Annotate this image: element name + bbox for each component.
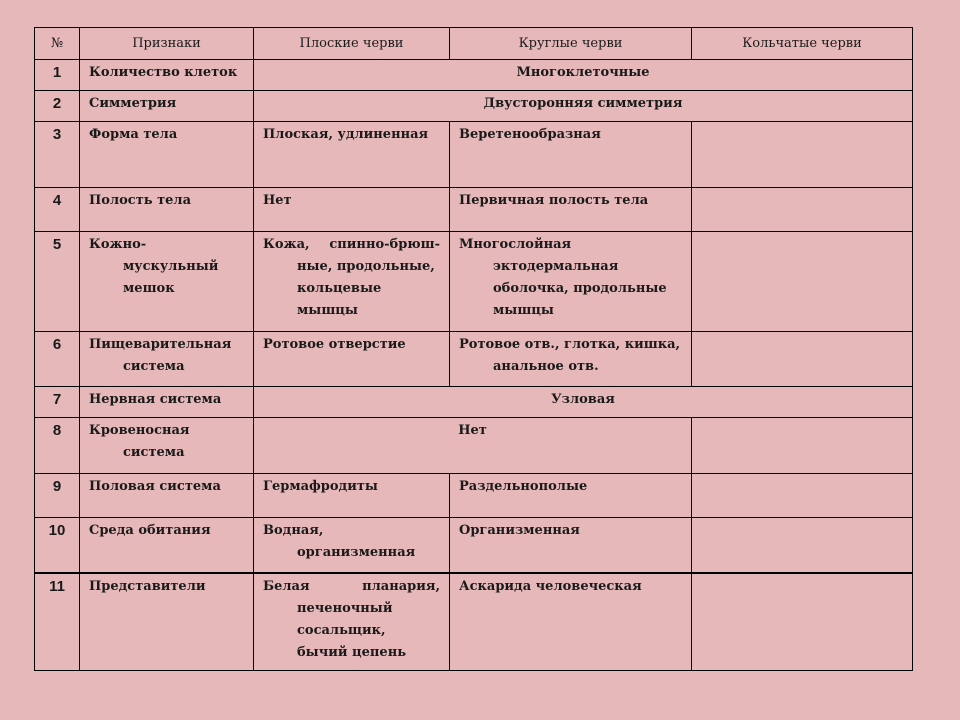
cell-line: Водная, (263, 523, 324, 538)
header-num: № (35, 28, 80, 60)
round-worms-cell: Первичная полость тела (450, 188, 692, 232)
table-row (35, 122, 913, 188)
flat-worms-cell (254, 232, 450, 332)
ringed-worms-cell (692, 332, 913, 387)
row-number: 8 (35, 418, 80, 474)
flat-worms-cell (254, 518, 450, 573)
merged-value-cell: Нет (254, 418, 692, 474)
ringed-worms-cell (692, 232, 913, 332)
cell-line: Многослойная (459, 237, 572, 252)
cell-line: Белая планария, (263, 578, 440, 594)
flat-worms-cell: Ротовое отверстие (254, 332, 450, 387)
feature-cell: Нервная система (80, 387, 254, 418)
feature-line: мускульный (123, 259, 219, 274)
merged-value-cell: Многоклеточные (254, 60, 913, 91)
cell-line: организменная (297, 545, 416, 560)
round-worms-cell: Организменная (450, 518, 692, 573)
feature-cell: Полость тела (80, 188, 254, 232)
flat-worms-cell (254, 573, 450, 671)
row-number: 2 (35, 91, 80, 122)
row-number: 9 (35, 474, 80, 518)
feature-line: мешок (123, 281, 175, 296)
cell-line: мышцы (493, 303, 554, 318)
round-worms-cell: Веретенообразная (450, 122, 692, 188)
table-row (35, 60, 913, 91)
header-ringed-worms: Кольчатые черви (692, 28, 913, 60)
feature-line: система (123, 359, 185, 374)
flat-worms-cell: Гермафродиты (254, 474, 450, 518)
cell-line: анальное отв. (493, 359, 599, 374)
table-header-row (35, 28, 913, 60)
row-number: 5 (35, 232, 80, 332)
cell-line: ные, продольные, (297, 259, 435, 274)
table-row (35, 91, 913, 122)
feature-line: система (123, 445, 185, 460)
cell-line: Кожа, спинно-брюш- (263, 237, 440, 252)
flat-worms-cell: Нет (254, 188, 450, 232)
cell-line: оболочка, продольные (493, 281, 667, 296)
cell-line: мышцы (297, 303, 358, 318)
round-worms-cell: Раздельнополые (450, 474, 692, 518)
row-number: 4 (35, 188, 80, 232)
round-worms-cell: Аскарида человеческая (450, 573, 692, 671)
header-round-worms: Круглые черви (450, 28, 692, 60)
feature-cell (80, 332, 254, 387)
feature-cell: Симметрия (80, 91, 254, 122)
flat-worms-cell: Плоская, удлиненная (254, 122, 450, 188)
header-flat-worms: Плоские черви (254, 28, 450, 60)
row-number: 1 (35, 60, 80, 91)
feature-cell (80, 418, 254, 474)
table-row (35, 332, 913, 387)
row-number: 7 (35, 387, 80, 418)
feature-cell: Половая система (80, 474, 254, 518)
feature-cell (80, 232, 254, 332)
ringed-worms-cell (692, 474, 913, 518)
table-row (35, 387, 913, 418)
ringed-worms-cell (692, 518, 913, 573)
table-row (35, 418, 913, 474)
round-worms-cell (450, 232, 692, 332)
merged-value-cell: Узловая (254, 387, 913, 418)
feature-cell: Форма тела (80, 122, 254, 188)
table-row (35, 518, 913, 573)
feature-line: Кровеносная (89, 423, 190, 438)
cell-line: эктодермальная (493, 259, 619, 274)
ringed-worms-cell (692, 573, 913, 671)
table-row (35, 474, 913, 518)
row-number: 11 (35, 573, 80, 671)
table-row (35, 188, 913, 232)
feature-cell: Количество клеток (80, 60, 254, 91)
row-number: 3 (35, 122, 80, 188)
feature-line: Кожно- (89, 237, 147, 252)
row-number: 6 (35, 332, 80, 387)
ringed-worms-cell (692, 418, 913, 474)
table-row (35, 573, 913, 671)
worm-comparison-table (34, 27, 913, 671)
cell-line: печеночный (297, 600, 393, 616)
cell-line: сосальщик, (297, 622, 386, 638)
round-worms-cell (450, 332, 692, 387)
ringed-worms-cell (692, 122, 913, 188)
feature-line: Пищеварительная (89, 337, 232, 352)
header-features: Признаки (80, 28, 254, 60)
merged-value-cell: Двусторонняя симметрия (254, 91, 913, 122)
row-number: 10 (35, 518, 80, 573)
table-row (35, 232, 913, 332)
cell-line: бычий цепень (297, 644, 407, 660)
ringed-worms-cell (692, 188, 913, 232)
feature-cell: Среда обитания (80, 518, 254, 573)
cell-line: Ротовое отв., глотка, кишка, (459, 337, 681, 352)
feature-cell: Представители (80, 573, 254, 671)
cell-line: кольцевые (297, 281, 382, 296)
